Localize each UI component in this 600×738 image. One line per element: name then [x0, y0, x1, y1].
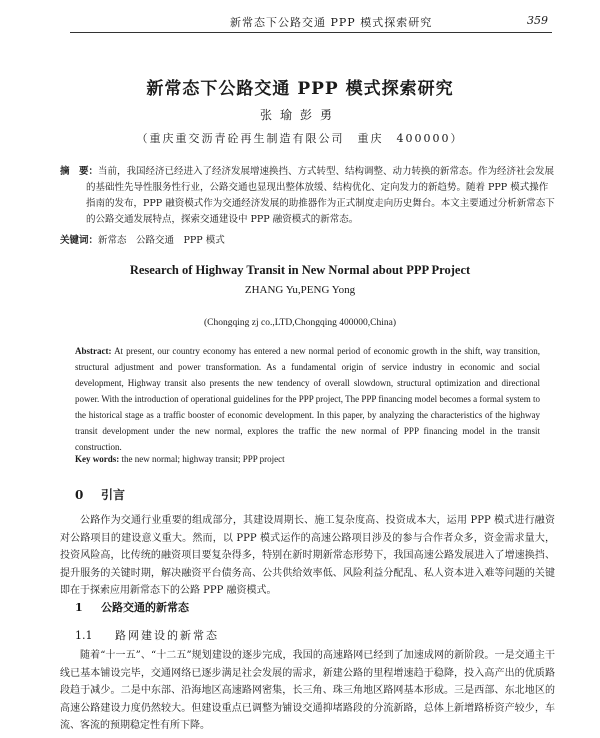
english-affiliation: (Chongqing zj co.,LTD,Chongqing 400000,China)	[203, 318, 396, 328]
section-number: 1	[75, 601, 83, 614]
abstract-en-label: Abstract:	[75, 346, 112, 356]
intro-paragraph: 公路作为交通行业重要的组成部分，其建设周期长、施工复杂度高、投资成本大，运用 PPP 模式进行融资对公路项目的建设意义重大。然而，以 PPP 模式运作的高速公路项目涉及的参与合作者众多，资金需求量大，投资风险高，比传统的融资项目要复杂得多，特别在新时期新常态形势下，我国高速公路发展进入了增速换挡、提升服务的关键时期，解决融资平台债务高、公共供给效率低、风险利益分配乱、私人资本进入难等问题的关键即在于探索应用新常态下的公路 PPP 融资模式。	[60, 515, 555, 596]
paper-authors: 张瑜彭勇	[259, 108, 340, 122]
abstract-cn	[60, 164, 555, 228]
keywords-en-text: the new normal; highway transit; PPP project	[121, 454, 285, 464]
subsection-heading-1-1	[75, 627, 219, 643]
running-header-title: 新常态下公路交通 PPP 模式探索研究	[230, 16, 433, 29]
section-title: 引言	[101, 488, 126, 502]
paper-title: 新常态下公路交通 PPP 模式探索研究	[146, 79, 454, 99]
abstract-cn-text: 当前，我国经济已经进入了经济发展增速换挡、方式转型、结构调整、动力转换的新常态。作为经济社会发展的基础性先导性服务性行业，公路交通也显现出整体放缓、结构优化、定向发力的新趋势。随着 PPP 模式操作指南的发布，PPP 融资模式作为交通经济发展的助推器作为正式制度走向历史舞台。本文主要通过分析新常态下的公路交通发展特点，探索交通建设中 PPP 融资模式的新常态。	[86, 166, 555, 225]
keywords-en-label: Key words:	[75, 454, 120, 464]
subsection-paragraph: 随着“十一五”、“十二五”规划建设的逐步完成，我国的高速路网已经到了加速成网的新阶段。一是交通主干线已基本铺设完毕，交通网络已逐步满足社会发展的需求，新建公路的里程增速趋于稳降，投入高产出的优质路段趋于减少。二是中东部、沿海地区高速路网密集，长三角、珠三角地区路网基本形成。三是西部、东北地区的高速公路建设力度仍然较大。但建设重点已调整为铺设交通抑堵路段的分流新路，总体上新增路桥资产较少，车流、客流的预期稳定性有所下降。	[60, 650, 555, 731]
section-title: 公路交通的新常态	[101, 601, 189, 614]
abstract-en	[75, 343, 540, 455]
keywords-en	[75, 454, 285, 464]
section-heading-1	[75, 599, 189, 615]
keywords-cn	[60, 232, 225, 246]
subsection-title: 路网建设的新常态	[115, 629, 219, 642]
abstract-en-text: At present, our country economy has entered a new normal period of economic growth in the shift, way transition, structural adjustment and power transformation. As a fundamental origin of service industry in economic and social development, Highway transit also presents the new tendency of overall slowdown, structural optimization and directional power. With the introduction of operational guidelines for the PPP project, The PPP financing model becomes a formal system to the historical stage as a traffic booster of economic development. In this paper, by analyzing the characteristics of the highway transit development under the new normal, explores the traffic the new normal of PPP financing model in the transit construction.	[75, 346, 540, 452]
section-number: 0	[75, 488, 84, 502]
subsection-number: 1.1	[75, 629, 93, 642]
english-title: Research of Highway Transit in New Normal about PPP Project	[129, 263, 471, 277]
paper-affiliation: （重庆重交沥青砼再生制造有限公司 重庆 400000）	[136, 132, 464, 145]
english-authors: ZHANG Yu,PENG Yong	[244, 284, 356, 296]
section-heading-intro	[75, 486, 125, 503]
keywords-cn-text: 新常态 公路交通 PPP 模式	[98, 235, 225, 246]
keywords-cn-label: 关键词：	[60, 235, 99, 246]
running-header	[70, 12, 552, 33]
abstract-cn-label: 摘 要：	[60, 166, 99, 177]
page-number: 359	[527, 14, 548, 27]
